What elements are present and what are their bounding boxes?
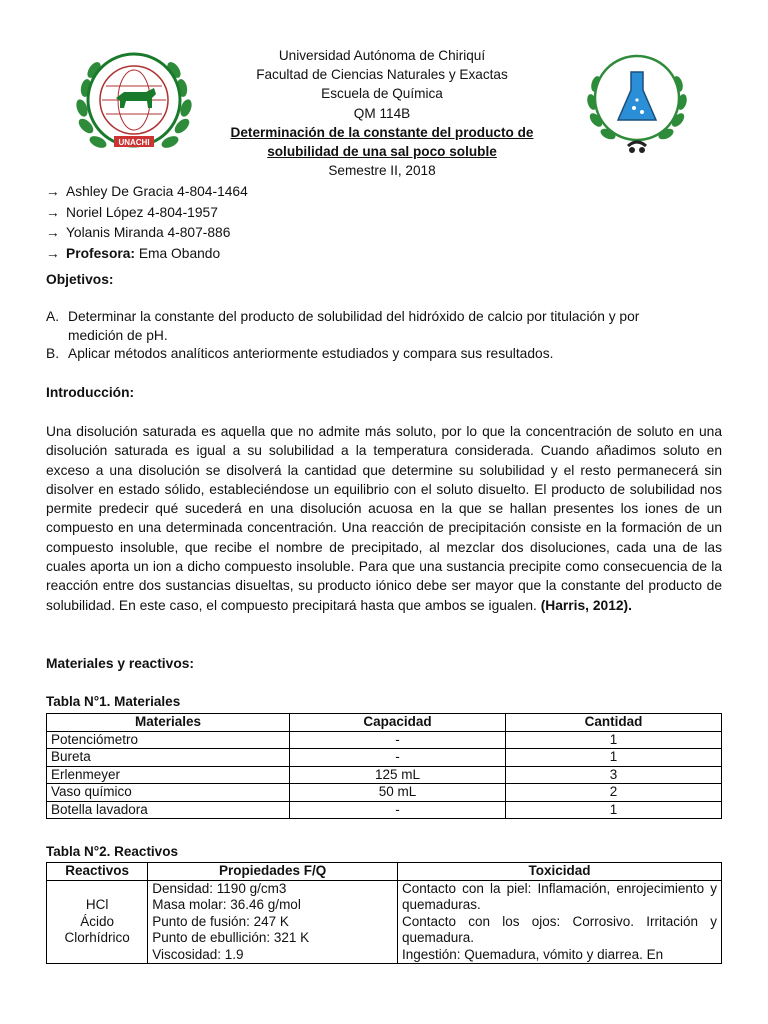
- table-row: Bureta - 1: [47, 749, 722, 767]
- table-row: Erlenmeyer 125 mL 3: [47, 766, 722, 784]
- objective-item: B. Aplicar métodos analíticos anteriormente estudiados y compara sus resultados.: [46, 346, 554, 361]
- table-row: [47, 880, 722, 964]
- author-item: → Noriel López 4-804-1957: [46, 203, 248, 224]
- professor-name: Ema Obando: [138, 245, 221, 261]
- table-row: Botella lavadora - 1: [47, 801, 722, 819]
- table2-caption: Tabla N°2. Reactivos: [46, 844, 178, 859]
- table-row: Potenciómetro - 1: [47, 731, 722, 749]
- objectives-heading: Objetivos:: [46, 272, 114, 287]
- chemistry-school-logo: [584, 42, 690, 160]
- objectives-list: [46, 308, 722, 364]
- document-title-line2: solubilidad de una sal poco soluble: [267, 144, 497, 160]
- table-header-row: Reactivos Propiedades F/Q Toxicidad: [47, 863, 722, 881]
- arrow-icon: →: [46, 245, 60, 261]
- university-name: Universidad Autónoma de Chiriquí: [278, 48, 486, 63]
- author-item: → Ashley De Gracia 4-804-1464: [46, 182, 248, 203]
- school-name: Escuela de Química: [321, 86, 443, 102]
- document-title-line1: Determinación de la constante del producto de: [230, 124, 534, 140]
- author-item: → Yolanis Miranda 4-807-886: [46, 223, 248, 244]
- arrow-icon: →: [46, 225, 60, 240]
- introduction-heading: Introducción:: [46, 385, 135, 400]
- faculty-name: Facultad de Ciencias Naturales y Exactas: [256, 67, 508, 83]
- arrow-icon: →: [46, 184, 60, 199]
- table1-caption: Tabla N°1. Materiales: [46, 694, 181, 709]
- course-code: QM 114B: [353, 105, 411, 121]
- reagent-toxicity: Contacto con la piel: Inflamación, enrojecimiento y quemaduras. Contacto con los ojos: Corrosivo. Irritación y quemadura. Ingestión: Quemadura, vómito y diarrea. En: [398, 880, 722, 964]
- citation: (Harris, 2012).: [540, 597, 632, 613]
- document-header: [200, 46, 564, 180]
- reagent-properties: Densidad: 1190 g/cm3 Masa molar: 36.46 g/mol Punto de fusión: 247 K Punto de ebullición: 321 K Viscosidad: 1.9: [148, 880, 398, 964]
- table-row: Vaso químico 50 mL 2: [47, 784, 722, 802]
- author-list: [46, 182, 248, 264]
- university-seal-logo: [72, 38, 196, 162]
- professor-item: [46, 244, 248, 265]
- bull-horns-icon: [628, 142, 646, 146]
- semester: Semestre II, 2018: [328, 163, 436, 179]
- professor-label: Profesora:: [66, 245, 136, 261]
- table-header-row: Materiales Capacidad Cantidad: [47, 714, 722, 732]
- materials-heading: Materiales y reactivos:: [46, 656, 195, 671]
- svg-text:UNACHI: UNACHI: [118, 138, 150, 147]
- arrow-icon: →: [46, 204, 60, 220]
- introduction-paragraph: Una disolución saturada es aquella que no admite más soluto, por lo que la concentración de soluto en una disolución saturada es igual a su solubilidad a la temperatura considerada. Cuando añadimos soluto en exceso a una disolución se disolverá la cantidad que determine su solubilidad y el resto permanecerá sin disolver en estado sólido, estableciéndose un equilibrio con el soluto disuelto. El producto de solubilidad nos permite predecir qué sucederá en una disolución acuosa en la que se hallan presentes los iones de un compuesto en una determinada concentración. Una reacción de precipitación consiste en la formación de un compuesto insoluble, que recibe el nombre de precipitado, al mezclar dos disoluciones, cada una de las cuales aporta un ion a dicho compuesto insoluble. Para que una sustancia precipite como consecuencia de la reacción entre dos sustancias disueltas, su producto iónico debe ser mayor que la constante del producto de solubilidad. En este caso, el compuesto precipitará hasta que ambos se igualen. (Harris, 2012).: [46, 424, 722, 613]
- reagents-table: [46, 862, 722, 964]
- materials-table: [46, 713, 722, 819]
- objective-item: A. Determinar la constante del producto de solubilidad del hidróxido de calcio por titulación y por medición de pH.: [46, 309, 640, 343]
- reagent-name: HCl Ácido Clorhídrico: [47, 880, 148, 964]
